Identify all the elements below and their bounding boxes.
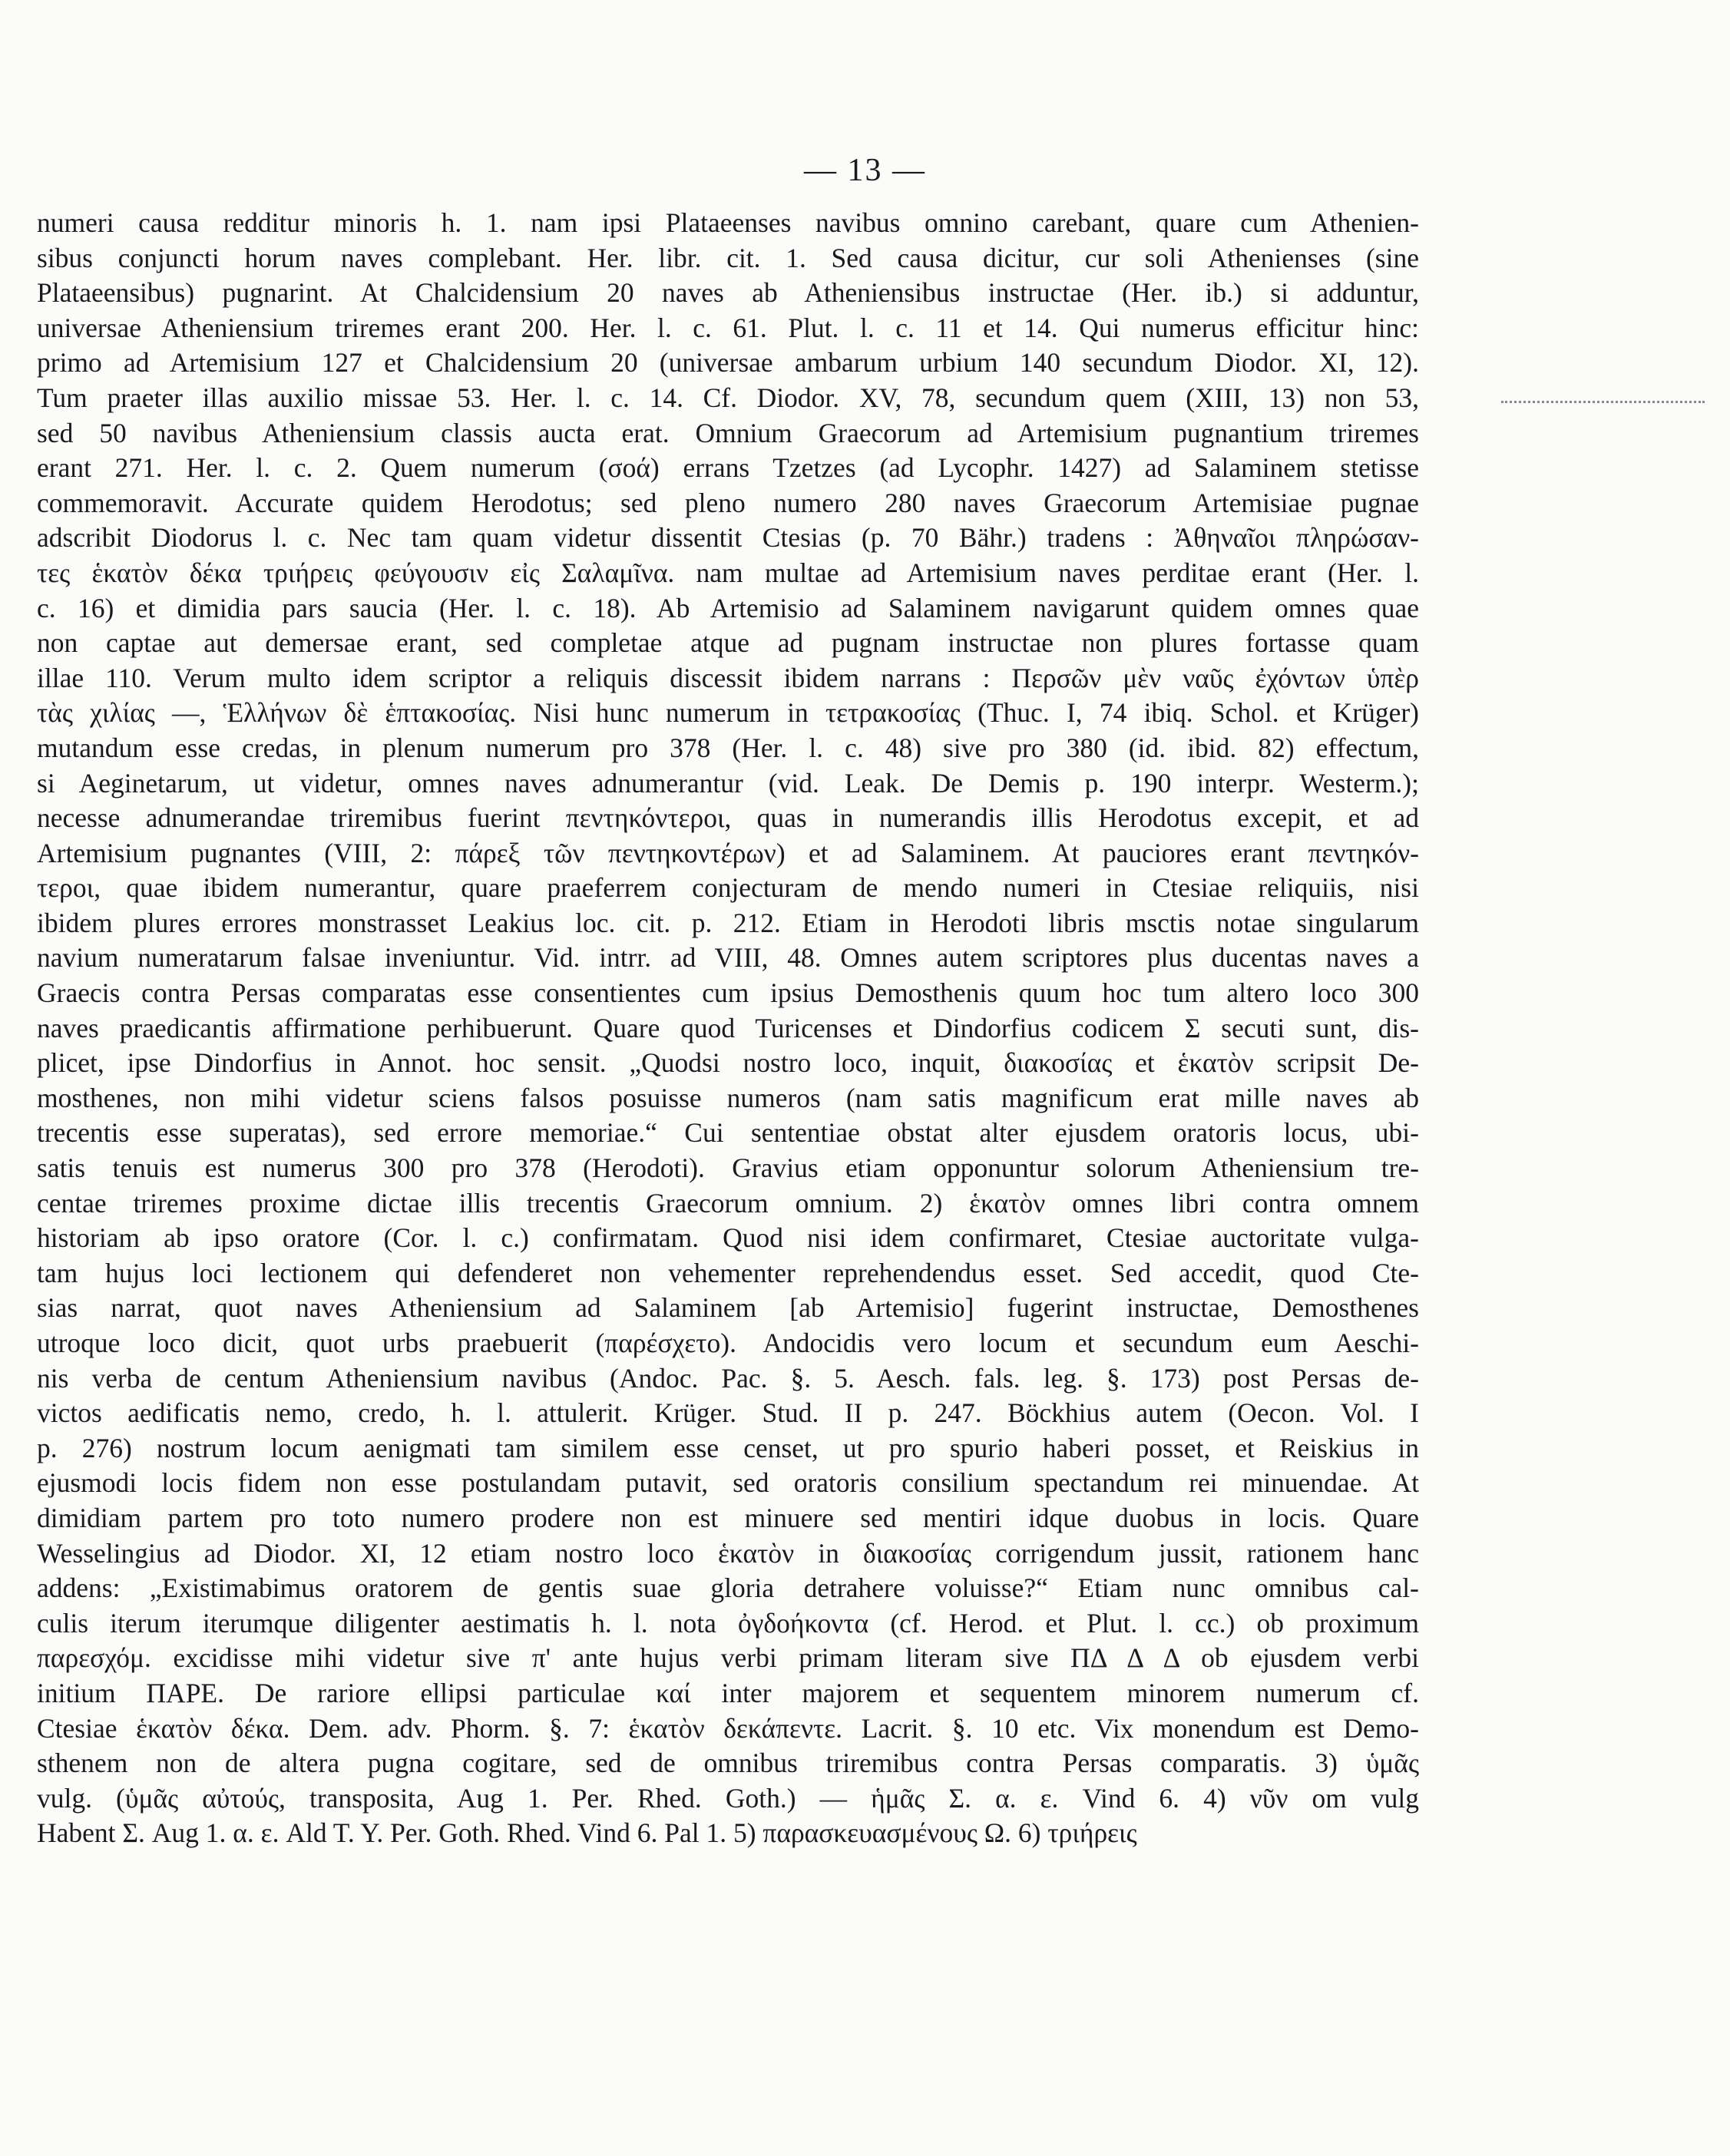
text-line: culis iterum iterumque diligenter aestimatis h. l. nota ὀγδοήκοντα (cf. Herod. et Plut. l. cc.) ob proximum (37, 1607, 1419, 1638)
text-line: dimidiam partem pro toto numero prodere non est minuere sed mentiri idque duobus in locis. Quare (37, 1502, 1419, 1533)
text-line: sed 50 navibus Atheniensium classis aucta erat. Omnium Graecorum ad Artemisium pugnantium triremes (37, 417, 1419, 448)
text-line: παρεσχόμ. excidisse mihi videtur sive π' ante hujus verbi primam literam sive ΠΔ Δ Δ ob ejusdem verbi (37, 1642, 1419, 1674)
text-line: necesse adnumerandae triremibus fuerint πεντηκόντεροι, quas in numerandis illis Herodotus excepit, et ad (37, 802, 1419, 834)
text-line: τὰς χιλίας —, Ἑλλήνων δὲ ἑπτακοσίας. Nisi hunc numerum in τετρακοσίας (Thuc. I, 74 ibiq. Schol. et Krüger) (37, 697, 1419, 729)
text-line: adscribit Diodorus l. c. Nec tam quam videtur dissentit Ctesias (p. 70 Bähr.) tradens : Ἀθηναῖοι πληρώσαν- (37, 522, 1419, 554)
text-line: universae Atheniensium triremes erant 200. Her. l. c. 61. Plut. l. c. 11 et 14. Qui numerus efficitur hinc: (37, 312, 1419, 343)
text-line: satis tenuis est numerus 300 pro 378 (Herodoti). Gravius etiam opponuntur solorum Atheniensium tre- (37, 1152, 1419, 1184)
text-line: commemoravit. Accurate quidem Herodotus; sed pleno numero 280 naves Graecorum Artemisiae pugnae (37, 487, 1419, 518)
text-line: primo ad Artemisium 127 et Chalcidensium 20 (universae ambarum urbium 140 secundum Diodor. XI, 12). (37, 347, 1419, 379)
text-line: addens: „Existimabimus oratorem de gentis suae gloria detrahere voluisse?“ Etiam nunc omnibus cal- (37, 1572, 1419, 1604)
text-line: ibidem plures errores monstrasset Leakius loc. cit. p. 212. Etiam in Herodoti libris msctis notae singularum (37, 907, 1419, 938)
text-line: ejusmodi locis fidem non esse postulandam putavit, sed oratoris consilium spectandum rei minuendae. At (37, 1467, 1419, 1499)
text-line: historiam ab ipso oratore (Cor. l. c.) confirmatam. Quod nisi idem confirmaret, Ctesiae auctoritate vulga- (37, 1222, 1419, 1254)
text-line: τες ἑκατὸν δέκα τριήρεις φεύγουσιν εἰς Σαλαμῖνα. nam multae ad Artemisium naves perditae erant (Her. l. (37, 557, 1419, 588)
text-line: Plataeensibus) pugnarint. At Chalcidensium 20 naves ab Atheniensibus instructae (Her. ib.) si adduntur, (37, 277, 1419, 309)
text-line: trecentis esse superatas), sed errore memoriae.“ Cui sententiae obstat alter ejusdem oratoris locus, ubi- (37, 1117, 1419, 1149)
text-line: Artemisium pugnantes (VIII, 2: πάρεξ τῶν πεντηκοντέρων) et ad Salaminem. At pauciores erant πεντηκόν- (37, 837, 1419, 868)
text-line: p. 276) nostrum locum aenigmati tam similem esse censet, ut pro spurio haberi posset, et Reiskius in (37, 1432, 1419, 1463)
text-line: nis verba de centum Atheniensium navibus (Andoc. Pac. §. 5. Aesch. fals. leg. §. 173) post Persas de- (37, 1362, 1419, 1394)
text-line: mosthenes, non mihi videtur sciens falsos posuisse numeros (nam satis magnificum erat mille naves ab (37, 1082, 1419, 1113)
text-line: numeri causa redditur minoris h. 1. nam ipsi Plataeenses navibus omnino carebant, quare cum Athenien- (37, 207, 1419, 238)
text-line: erant 271. Her. l. c. 2. Quem numerum (σοά) errans Tzetzes (ad Lycophr. 1427) ad Salaminem stetisse (37, 452, 1419, 484)
text-line: sthenem non de altera pugna cogitare, sed de omnibus triremibus contra Persas comparatis. 3) ὑμᾶς (37, 1748, 1419, 1779)
text-line: Tum praeter illas auxilio missae 53. Her. l. c. 14. Cf. Diodor. XV, 78, secundum quem (XIII, 13) non 53, (37, 382, 1419, 413)
text-line: c. 16) et dimidia pars saucia (Her. l. c. 18). Ab Artemisio ad Salaminem navigarunt quidem omnes quae (37, 592, 1419, 623)
text-line: sibus conjuncti horum naves complebant. Her. libr. cit. 1. Sed causa dicitur, cur soli Athenienses (sine (37, 242, 1419, 273)
text-line: vulg. (ὑμᾶς αὐτούς, transposita, Aug 1. Per. Rhed. Goth.) — ἡμᾶς Σ. α. ε. Vind 6. 4) νῦν om vulg (37, 1782, 1419, 1814)
margin-dash-mark (1501, 401, 1705, 403)
text-line: plicet, ipse Dindorfius in Annot. hoc sensit. „Quodsi nostro loco, inquit, διακοσίας et ἑκατὸν scripsit De- (37, 1047, 1419, 1079)
text-line: mutandum esse credas, in plenum numerum pro 378 (Her. l. c. 48) sive pro 380 (id. ibid. 82) effectum, (37, 732, 1419, 763)
body-text (37, 206, 1419, 1851)
text-line: victos aedificatis nemo, credo, h. l. attulerit. Krüger. Stud. II p. 247. Böckhius autem (Oecon. Vol. I (37, 1397, 1419, 1429)
text-line: τεροι, quae ibidem numerantur, quare praeferrem conjecturam de mendo numeri in Ctesiae reliquiis, nisi (37, 872, 1419, 904)
text-line: utroque loco dicit, quot urbs praebuerit (παρέσχετο). Andocidis vero locum et secundum eum Aeschi- (37, 1328, 1419, 1358)
text-line: si Aeginetarum, ut videtur, omnes naves adnumerantur (vid. Leak. De Demis p. 190 interpr. Westerm.); (37, 767, 1419, 799)
page-number: — 13 — (804, 153, 926, 188)
text-line: navium numeratarum falsae inveniuntur. Vid. intrr. ad VIII, 48. Omnes autem scriptores plus ducentas naves a (37, 942, 1419, 974)
text-line: sias narrat, quot naves Atheniensium ad Salaminem [ab Artemisio] fugerint instructae, Demosthenes (37, 1292, 1419, 1324)
text-line: Wesselingius ad Diodor. XI, 12 etiam nostro loco ἑκατὸν in διακοσίας corrigendum jussit, rationem hanc (37, 1537, 1419, 1569)
text-line: Ctesiae ἑκατὸν δέκα. Dem. adv. Phorm. §. 7: ἑκατὸν δεκάπεντε. Lacrit. §. 10 etc. Vix monendum est Demo- (37, 1712, 1419, 1744)
text-line: non captae aut demersae erant, sed completae atque ad pugnam instructae non plures fortasse quam (37, 627, 1419, 659)
text-line: initium ΠΑΡΕ. De rariore ellipsi particulae καί inter majorem et sequentem minorem numerum cf. (37, 1677, 1419, 1708)
text-line: naves praedicantis affirmatione perhibuerunt. Quare quod Turicenses et Dindorfius codicem Σ secuti sunt, dis- (37, 1012, 1419, 1043)
text-line: Habent Σ. Aug 1. α. ε. Ald T. Y. Per. Goth. Rhed. Vind 6. Pal 1. 5) παρασκευασμένους Ω. 6) τριήρεις (37, 1817, 1137, 1849)
text-line: centae triremes proxime dictae illis trecentis Graecorum omnium. 2) ἑκατὸν omnes libri contra omnem (37, 1187, 1419, 1219)
text-line: tam hujus loci lectionem qui defenderet non vehementer reprehendendus esset. Sed accedit, quod Cte- (37, 1257, 1419, 1288)
text-line: Graecis contra Persas comparatas esse consentientes cum ipsius Demosthenis quum hoc tum altero loco 300 (37, 977, 1419, 1009)
text-line: illae 110. Verum multo idem scriptor a reliquis discessit ibidem narrans : Περσῶν μὲν ναῦς ἐχόντων ὑπὲρ (37, 662, 1419, 693)
